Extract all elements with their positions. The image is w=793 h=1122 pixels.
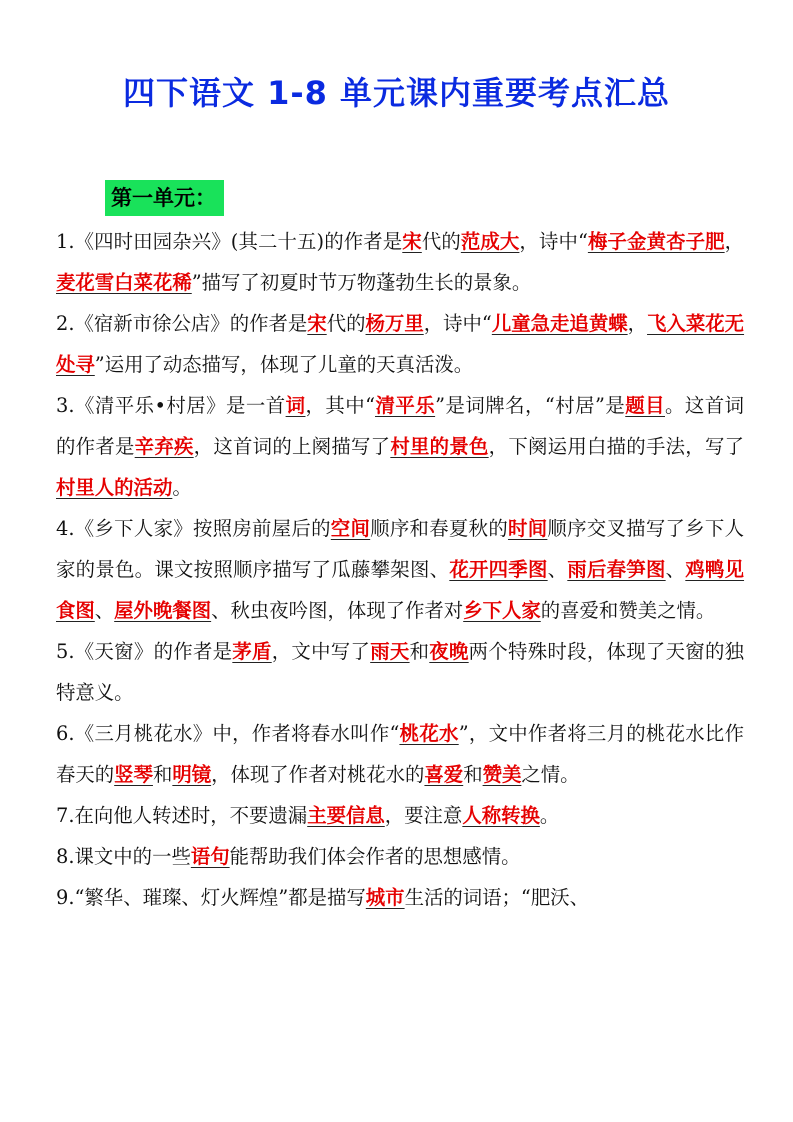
highlighted-answer: 桃花水 — [399, 722, 459, 745]
item-text: 顺序交叉描写了乡下人家的景色。课文按照顺序描写了瓜藤攀架图、 — [56, 517, 745, 581]
item-text: 、 — [547, 558, 568, 581]
item-text: 8.课文中的一些 — [56, 845, 191, 868]
highlighted-answer: 辛弃疾 — [134, 435, 194, 458]
highlighted-answer: 词 — [285, 394, 306, 417]
item-text: 代的 — [421, 230, 461, 253]
highlighted-answer: 时间 — [508, 517, 548, 540]
point-item — [56, 508, 744, 631]
highlighted-answer: 屋外晚餐图 — [114, 599, 212, 622]
highlighted-answer: 村里的景色 — [390, 435, 489, 458]
item-text: 之情。 — [521, 763, 580, 786]
highlighted-answer: 城市 — [365, 886, 405, 909]
highlighted-answer: 语句 — [190, 845, 230, 868]
highlighted-answer: 主要信息 — [307, 804, 385, 827]
item-text: 、秋虫夜吟图，体现了作者对 — [211, 599, 464, 622]
point-item — [56, 795, 744, 836]
highlighted-answer: 飞入菜花无处寻 — [56, 312, 745, 376]
item-text: 和 — [152, 763, 173, 786]
unit-heading: 第一单元： — [105, 180, 224, 216]
point-item — [56, 631, 744, 713]
item-text: 、 — [665, 558, 686, 581]
highlighted-answer: 雨后春笋图 — [567, 558, 666, 581]
item-text: ，这首词的上阕描写了 — [193, 435, 391, 458]
item-text: ，下阕运用白描的手法，写了 — [488, 435, 745, 458]
highlighted-answer: 空间 — [330, 517, 371, 540]
highlighted-answer: 夜晚 — [429, 640, 469, 663]
highlighted-answer: 乡下人家 — [463, 599, 541, 622]
highlighted-answer: 宋 — [307, 312, 327, 335]
item-text: 生活的词语；“肥沃、 — [404, 886, 590, 909]
highlighted-answer: 范成大 — [460, 230, 520, 253]
highlighted-answer: 清平乐 — [375, 394, 436, 417]
point-item — [56, 836, 744, 877]
item-text: ”是词牌名，“村居”是 — [435, 394, 626, 417]
highlighted-answer: 题目 — [625, 394, 665, 417]
item-text: 。 — [172, 476, 192, 499]
item-text: 7.在向他人转述时，不要遗漏 — [56, 804, 308, 827]
item-text: 2.《宿新市徐公店》的作者是 — [56, 312, 308, 335]
item-text: ”，文中作者将三月的桃花水比作春天的 — [56, 722, 744, 786]
key-points-list — [56, 221, 744, 918]
item-text: 9.“繁华、璀璨、灯火辉煌”都是描写 — [56, 886, 366, 909]
highlighted-answer: 茅盾 — [232, 640, 272, 663]
item-text: ，文中写了 — [271, 640, 371, 663]
highlighted-answer: 竖琴 — [114, 763, 153, 786]
item-text: ，诗中“ — [519, 230, 588, 253]
highlighted-answer: 喜爱 — [424, 763, 464, 786]
item-text: ， — [627, 312, 648, 335]
item-text: 3.《清平乐•村居》是一首 — [56, 394, 286, 417]
item-text: 的喜爱和赞美之情。 — [540, 599, 716, 622]
item-text: ”运用了动态描写，体现了儿童的天真活泼。 — [94, 353, 474, 376]
highlighted-answer: 梅子金黄杏子肥 — [587, 230, 725, 253]
item-text: 5.《天窗》的作者是 — [56, 640, 233, 663]
highlighted-answer: 麦花雪白菜花稀 — [56, 271, 192, 294]
item-text: 能帮助我们体会作者的思想感情。 — [229, 845, 521, 868]
item-text: 6.《三月桃花水》中，作者将春水叫作“ — [56, 722, 400, 745]
item-text: ，要注意 — [384, 804, 463, 827]
item-text: 。这首词的作者是 — [56, 394, 745, 458]
highlighted-answer: 儿童急走追黄蝶 — [491, 312, 628, 335]
item-text: 和 — [409, 640, 430, 663]
point-item — [56, 303, 744, 385]
item-text: 4.《乡下人家》按照房前屋后的 — [56, 517, 331, 540]
item-text: 。 — [539, 804, 560, 827]
item-text: 两个特殊时段，体现了天窗的独特意义。 — [56, 640, 745, 704]
item-text: ”描写了初夏时节万物蓬勃生长的景象。 — [191, 271, 532, 294]
highlighted-answer: 宋 — [402, 230, 422, 253]
highlighted-answer: 人称转换 — [462, 804, 540, 827]
item-text: ，诗中“ — [423, 312, 492, 335]
item-text: 和 — [463, 763, 483, 786]
item-text: ， — [724, 230, 745, 253]
item-text: 1.《四时田园杂兴》(其二十五)的作者是 — [56, 230, 403, 253]
point-item — [56, 385, 744, 508]
highlighted-answer: 花开四季图 — [449, 558, 548, 581]
highlighted-answer: 鸡鸭见食图 — [56, 558, 745, 622]
highlighted-answer: 杨万里 — [365, 312, 424, 335]
highlighted-answer: 雨天 — [370, 640, 410, 663]
point-item — [56, 713, 744, 795]
highlighted-answer: 赞美 — [482, 763, 522, 786]
item-text: 顺序和春夏秋的 — [370, 517, 509, 540]
highlighted-answer: 村里人的活动 — [56, 476, 173, 499]
item-text: ，体现了作者对桃花水的 — [211, 763, 425, 786]
page-title: 四下语文 1-8 单元课内重要考点汇总 — [122, 74, 671, 112]
item-text: 、 — [94, 599, 115, 622]
item-text: ，其中“ — [305, 394, 376, 417]
item-text: 代的 — [326, 312, 366, 335]
highlighted-answer: 明镜 — [172, 763, 212, 786]
point-item — [56, 877, 744, 918]
point-item — [56, 221, 744, 303]
